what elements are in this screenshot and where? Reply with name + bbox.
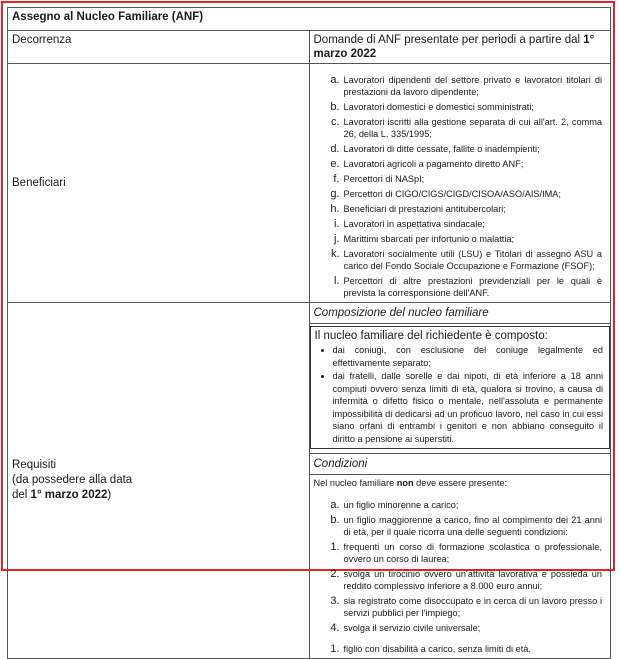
condizioni-item-text: frequenti un corso di formazione scolastica o professionale, ovvero un corso di laurea; — [343, 542, 602, 564]
beneficiari-item-marker: c. — [330, 116, 340, 128]
beneficiari-item — [310, 275, 603, 299]
composizione-box — [310, 326, 611, 449]
beneficiari-item — [310, 203, 603, 215]
beneficiari-item-text: Percettori di NASpI; — [343, 174, 425, 184]
beneficiari-item — [310, 101, 603, 113]
beneficiari-item-marker: k. — [330, 248, 340, 260]
beneficiari-list — [310, 74, 603, 299]
condizioni-item — [310, 541, 603, 565]
composizione-head: Il nucleo familiare del richiedente è composto: — [314, 330, 548, 342]
beneficiari-item-text: Percettori di CIGO/CIGS/CIGD/CISOA/ASO/AIS/IMA; — [343, 189, 561, 199]
requisiti-label — [8, 303, 310, 659]
requisiti-content — [309, 303, 611, 659]
condizioni-item-marker: 3. — [330, 595, 340, 607]
beneficiari-item-marker: b. — [330, 101, 340, 113]
condizioni-item-marker: 1. — [330, 541, 340, 553]
composizione-bullet: • dai coniugi, con esclusione del coniuge legalmente ed effettivamente separato; — [333, 344, 604, 369]
condizioni-item-marker: 4. — [330, 622, 340, 634]
beneficiari-item-text: Lavoratori socialmente utili (LSU) e Titolari di assegno ASU a carico del Fondo Sociale Occupazione e Formazione (FSOF); — [343, 249, 602, 271]
beneficiari-item-marker: j. — [334, 233, 340, 245]
beneficiari-item-marker: a. — [330, 74, 340, 86]
condizioni-intro-prefix: Nel nucleo familiare — [313, 478, 397, 488]
condizioni-item-text: svolga un tirocinio ovvero un'attività lavorativa e possieda un reddito complessivo inferiore a 8.000 euro annui; — [343, 569, 602, 591]
beneficiari-item-text: Lavoratori di ditte cessate, fallite o inadempienti; — [343, 144, 540, 154]
beneficiari-item-marker: i. — [334, 218, 340, 230]
condizioni-item-text: svolga il servizio civile universale; — [343, 623, 481, 633]
requisiti-date: 1° marzo 2022 — [30, 489, 108, 501]
condizioni-item — [310, 568, 603, 592]
beneficiari-item-text: Lavoratori in aspettativa sindacale; — [343, 219, 485, 229]
condizioni-title: Condizioni — [310, 453, 611, 475]
condizioni-item — [310, 499, 603, 511]
condizioni-item-marker: 2. — [330, 568, 340, 580]
beneficiari-item-text: Lavoratori dipendenti del settore privato e lavoratori titolari di prestazioni da lavoro dipendente; — [343, 75, 602, 97]
condizioni-item — [310, 622, 603, 634]
condizioni-intro-suffix: deve essere presente: — [413, 478, 508, 488]
requisiti-title: Requisiti — [12, 459, 57, 471]
composizione-title: Composizione del nucleo familiare — [310, 303, 611, 324]
anf-table — [7, 7, 611, 659]
beneficiari-item — [310, 233, 603, 245]
condizioni-intro-bold: non — [396, 478, 414, 488]
condizioni-item-marker: a. — [330, 499, 340, 511]
condizioni-list — [310, 499, 603, 655]
condizioni-item-text: figlio con disabilità a carico, senza limiti di età. — [343, 644, 531, 654]
beneficiari-item-marker: e. — [330, 158, 340, 170]
decorrenza-label: Decorrenza — [8, 31, 310, 64]
decorrenza-value — [309, 31, 611, 64]
beneficiari-item-text: Percettori di altre prestazioni previdenziali per le quali è prevista la corresponsione dell'ANF. — [343, 276, 602, 298]
document-frame — [1, 1, 615, 655]
condizioni-item — [310, 514, 603, 538]
decorrenza-date: 1° marzo 2022 — [313, 34, 595, 60]
composizione-bullet: • dai fratelli, dalle sorelle e dai nipoti, di età inferiore a 18 anni compiuti ovvero senza limiti di età, qualora si trovino, a causa di infermità o difetto fisico o mentale, nell'assoluta e permanente impossibilità di dedicarsi ad un proficuo lavoro, nel caso in cui essi siano orfani di entrambi i genitori e non abbiano conseguito il diritto a pensione ai superstiti. — [333, 370, 604, 445]
condizioni-item-text: un figlio maggiorenne a carico, fino al compimento dei 21 anni di età, per il quale ricorra una delle seguenti condizioni: — [343, 515, 602, 537]
beneficiari-item — [310, 116, 603, 140]
beneficiari-item — [310, 218, 603, 230]
beneficiari-item-marker: l. — [334, 275, 340, 287]
requisiti-note-1: (da possedere alla data — [12, 474, 133, 486]
beneficiari-item — [310, 143, 603, 155]
beneficiari-item-text: Lavoratori domestici e domestici somministrati; — [343, 102, 534, 112]
decorrenza-text: Domande di ANF presentate per periodi a partire dal — [313, 34, 584, 46]
beneficiari-item-text: Lavoratori agricoli a pagamento diretto ANF; — [343, 159, 524, 169]
condizioni-item-marker: b. — [330, 514, 340, 526]
beneficiari-item-marker: f. — [333, 173, 340, 185]
requisiti-note-2 — [12, 488, 305, 503]
condizioni-item-text: sia registrato come disoccupato e in cerca di un lavoro presso i servizi pubblici per l'impiego; — [343, 596, 602, 618]
beneficiari-item — [310, 158, 603, 170]
beneficiari-item-marker: g. — [330, 188, 340, 200]
condizioni-intro — [310, 475, 611, 491]
condizioni-item — [310, 643, 603, 655]
requisiti-note-prefix: del — [12, 489, 31, 501]
beneficiari-item — [310, 74, 603, 98]
beneficiari-item — [310, 188, 603, 200]
table-title: Assegno al Nucleo Familiare (ANF) — [8, 8, 611, 31]
beneficiari-label: Beneficiari — [8, 64, 310, 303]
beneficiari-item-marker: h. — [330, 203, 340, 215]
beneficiari-item-text: Marittimi sbarcati per infortunio o malattia; — [343, 234, 515, 244]
composizione-list — [311, 344, 610, 448]
condizioni-item-marker: 1. — [330, 643, 340, 655]
beneficiari-item — [310, 248, 603, 272]
beneficiari-item-marker: d. — [330, 143, 340, 155]
beneficiari-item-text: Lavoratori iscritti alla gestione separata di cui all'art. 2, comma 26, della L. 335/1995; — [343, 117, 602, 139]
beneficiari-item — [310, 173, 603, 185]
requisiti-note-suffix: ) — [107, 489, 112, 501]
condizioni-item-text: un figlio minorenne a carico; — [343, 500, 459, 510]
beneficiari-item-text: Beneficiari di prestazioni antitubercolari; — [343, 204, 506, 214]
condizioni-item — [310, 595, 603, 619]
beneficiari-content — [309, 64, 611, 303]
